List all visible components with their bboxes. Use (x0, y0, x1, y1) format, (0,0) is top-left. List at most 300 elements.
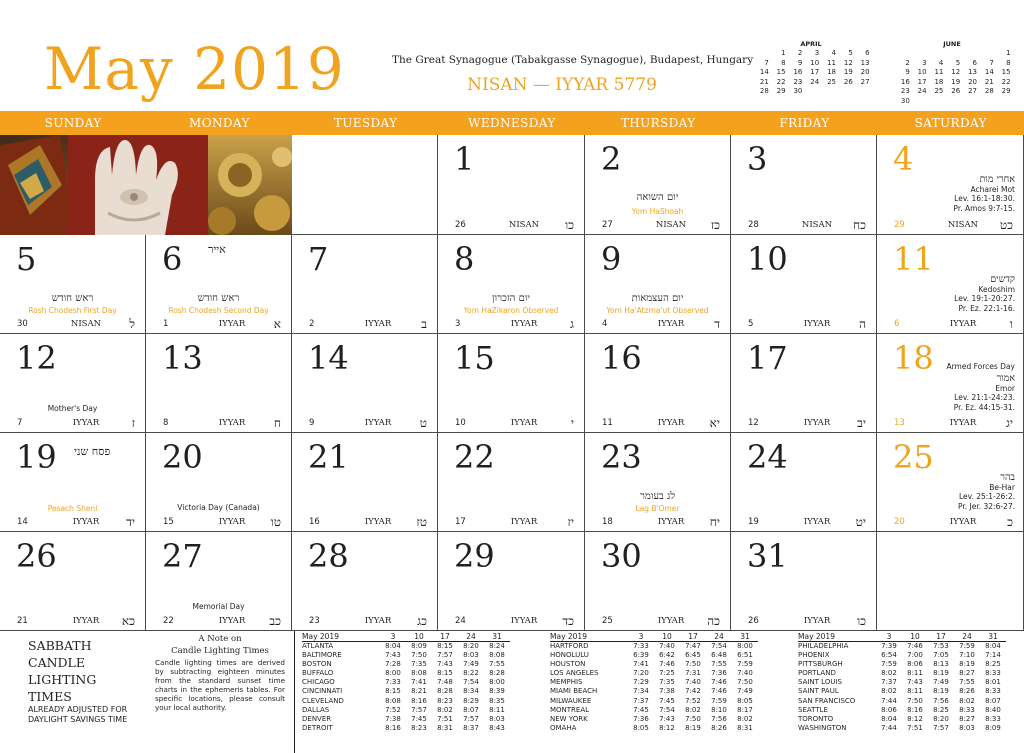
day-number: 15 (454, 339, 495, 377)
mini-calendar-day: 16 (900, 77, 910, 86)
mini-calendar-day (943, 97, 960, 107)
mini-calendar-day: 15 (776, 68, 786, 77)
mini-calendar-day (893, 49, 910, 59)
mini-calendar-day: 23 (793, 77, 803, 86)
hebrew-date (146, 417, 291, 429)
mini-calendar-day (977, 97, 994, 107)
sabbath-times-section (0, 631, 1024, 753)
torah-portion-line: Pr. Ez. 22:1-16. (958, 303, 1015, 313)
mini-calendar-day (853, 87, 870, 97)
candle-time: 8:05 (633, 723, 649, 732)
hebrew-day: 28 (748, 220, 759, 230)
candle-table-header-cell: 31 (492, 632, 502, 641)
hebrew-day: 2 (309, 319, 315, 329)
calendar-grid (0, 135, 1024, 631)
candle-time: 6:42 (659, 651, 675, 660)
candle-time: 8:03 (959, 723, 975, 732)
candle-table-header-cell: 17 (936, 632, 946, 641)
candle-table-header (550, 632, 758, 642)
candle-time: 7:54 (711, 642, 727, 650)
day-number: 6 (162, 240, 183, 278)
candle-time: 7:55 (489, 660, 505, 669)
mini-calendar-day: 30 (793, 87, 803, 96)
candle-time: 7:35 (411, 660, 427, 669)
holiday-label: Pesach Sheni (47, 504, 98, 513)
candle-time: 7:55 (711, 660, 727, 669)
hebrew-date (0, 516, 145, 528)
candle-time: 7:44 (881, 723, 897, 732)
candle-time: 7:37 (881, 678, 897, 687)
candle-time: 8:09 (985, 723, 1001, 732)
day-number: 13 (162, 339, 203, 377)
candle-time: 7:43 (437, 660, 453, 669)
candle-time: 7:50 (737, 678, 753, 687)
hebrew-date (585, 417, 730, 429)
day-number: 27 (162, 537, 203, 575)
mini-calendar-day: 26 (951, 87, 961, 96)
hebrew-day-letter: ד (714, 317, 720, 331)
candle-time: 7:50 (907, 696, 923, 705)
day-number: 29 (454, 537, 495, 575)
candle-time: 8:40 (985, 705, 1001, 714)
candle-time: 8:04 (985, 642, 1001, 650)
mini-calendar-day: 23 (900, 87, 910, 96)
candle-time: 7:34 (633, 687, 649, 696)
city-name: MIAMI BEACH (550, 687, 598, 696)
mini-calendar-day: 4 (938, 58, 944, 67)
hebrew-date (585, 615, 730, 627)
hebrew-date (731, 318, 876, 330)
city-name: HONOLULU (550, 651, 589, 660)
candle-table-header-cell: May 2019 (550, 632, 587, 641)
calendar-cell (0, 532, 146, 631)
candle-time: 8:02 (881, 669, 897, 678)
candle-time: 7:49 (463, 660, 479, 669)
candle-time: 8:03 (489, 714, 505, 723)
torah-portion-hebrew: אחרי מות (979, 174, 1015, 185)
hebrew-day: 16 (309, 517, 320, 527)
mini-calendar-day: 8 (781, 58, 786, 67)
mini-calendar-day: 16 (793, 68, 803, 77)
mini-calendar-april (752, 40, 870, 97)
calendar-cell (731, 135, 877, 235)
calendar-cell (731, 334, 877, 433)
mini-calendar-day: 8 (1006, 58, 1011, 67)
candle-time: 6:54 (881, 651, 897, 660)
candle-time: 7:31 (685, 669, 701, 678)
candle-time: 7:54 (659, 705, 675, 714)
hebrew-day: 10 (455, 418, 466, 428)
candle-time: 8:28 (437, 687, 453, 696)
torah-portion-line: Be-Har (989, 482, 1015, 492)
hebrew-day-letter: ח (273, 416, 281, 430)
candle-time: 7:46 (711, 687, 727, 696)
mini-calendar-day: 5 (848, 49, 853, 57)
mini-calendar-week (893, 68, 1011, 78)
hebrew-day: 25 (602, 616, 613, 626)
candle-time: 8:01 (985, 678, 1001, 687)
sabbath-title: SABBATH CANDLE LIGHTING TIMES (28, 638, 97, 704)
candle-time: 8:33 (959, 705, 975, 714)
candle-time: 8:09 (411, 642, 427, 650)
candle-table-row (798, 651, 1006, 660)
calendar-cell (438, 135, 585, 235)
mini-calendar-day (802, 87, 819, 97)
candle-table-row (302, 642, 510, 651)
mini-calendar-day (994, 97, 1011, 107)
city-name: PHILADELPHIA (798, 642, 849, 650)
candle-time: 7:43 (385, 651, 401, 660)
candle-time: 7:38 (659, 687, 675, 696)
candle-time: 8:06 (907, 660, 923, 669)
candle-note (155, 633, 285, 712)
hebrew-month: IYYAR (657, 616, 685, 626)
mini-calendar-title: APRIL (800, 40, 822, 48)
mini-calendar-day: 27 (860, 77, 870, 86)
candle-time: 7:40 (685, 678, 701, 687)
candle-time: 8:12 (659, 723, 675, 732)
candle-time: 8:08 (385, 696, 401, 705)
candle-time: 7:40 (659, 642, 675, 650)
hebrew-day: 26 (455, 220, 466, 230)
candle-table-header-cell: 10 (662, 632, 672, 641)
hebrew-month: IYYAR (949, 319, 977, 329)
day-number: 11 (893, 240, 934, 278)
candle-table-2 (550, 632, 758, 733)
weekday-friday: FRIDAY (779, 116, 830, 130)
candle-time: 8:33 (985, 669, 1001, 678)
candle-table-row (302, 660, 510, 669)
candle-time: 8:16 (385, 723, 401, 732)
hebrew-date (438, 417, 584, 429)
mini-calendar-day: 22 (1001, 77, 1011, 86)
candle-table-row (798, 669, 1006, 678)
candle-time: 8:05 (737, 696, 753, 705)
hebrew-day-letter: ב (421, 317, 427, 331)
candle-table-row (798, 678, 1006, 687)
hebrew-date (585, 516, 730, 528)
torah-portion-line: Lev. 16:1-18:30. (954, 194, 1015, 203)
hebrew-month: IYYAR (803, 319, 831, 329)
mini-calendar-day (752, 49, 769, 59)
hebrew-date (585, 318, 730, 330)
candle-table-header (302, 632, 510, 642)
hebrew-day: 6 (894, 319, 900, 329)
candle-time: 7:39 (881, 642, 897, 650)
candle-time: 8:11 (489, 705, 505, 714)
mini-calendar-june (893, 40, 1011, 107)
mini-calendar-day: 25 (827, 77, 836, 86)
candle-time: 7:00 (907, 651, 923, 660)
weekday-saturday: SATURDAY (914, 116, 987, 130)
torah-portion-line: Kedoshim (978, 284, 1015, 294)
candle-table-row (302, 678, 510, 687)
city-name: HOUSTON (550, 660, 586, 669)
mini-calendar-day: 6 (972, 58, 977, 67)
mini-calendar-day: 28 (759, 87, 769, 96)
hebrew-date (292, 516, 437, 528)
hebrew-day-letter: י (570, 416, 574, 430)
torah-portion-line: Pr. Jer. 32:6-27. (957, 501, 1015, 511)
candle-time: 7:05 (933, 651, 949, 660)
hebrew-day-letter: כה (707, 614, 720, 628)
day-number: 12 (16, 339, 57, 377)
candle-time: 7:59 (881, 660, 897, 669)
mini-calendar-day: 13 (860, 58, 870, 67)
holiday-hebrew: יום העצמאות (631, 293, 684, 304)
candle-time: 7:45 (633, 705, 649, 714)
hebrew-day-letter: כו (565, 218, 574, 232)
day-number: 22 (454, 438, 495, 476)
candle-time: 8:02 (685, 705, 701, 714)
hebrew-month: IYYAR (72, 616, 100, 626)
candle-table-header-cell: May 2019 (798, 632, 835, 641)
hebrew-month: IYYAR (218, 319, 246, 329)
mini-calendar-day: 1 (1006, 49, 1011, 57)
hebrew-day: 30 (17, 319, 28, 329)
hebrew-day: 3 (455, 319, 461, 329)
city-name: PITTSBURGH (798, 660, 843, 669)
hebrew-month: IYYAR (364, 616, 392, 626)
torah-portion-line: Lev. 21:1-24:23. (954, 393, 1015, 402)
mini-calendar-day: 27 (968, 87, 977, 96)
candle-time: 8:31 (437, 723, 453, 732)
candle-time: 8:12 (907, 714, 923, 723)
candle-time: 8:26 (711, 723, 727, 732)
hebrew-top-label: פסח שני (74, 445, 111, 458)
mini-calendar-day: 26 (843, 77, 853, 86)
torah-portion-line: Pr. Ez. 44:15-31. (953, 402, 1015, 412)
hebrew-date (146, 615, 291, 627)
hebrew-month: NISAN (508, 220, 540, 230)
hebrew-date (292, 318, 437, 330)
weekday-wednesday: WEDNESDAY (468, 116, 556, 130)
candle-time: 7:36 (633, 714, 649, 723)
candle-time: 7:54 (463, 678, 479, 687)
torah-portion-line: Lev. 19:1-20:27. (954, 294, 1015, 303)
day-number: 3 (747, 140, 768, 178)
candle-time: 7:52 (685, 696, 701, 705)
mini-calendar-day: 14 (759, 68, 769, 77)
candle-time: 8:02 (737, 714, 753, 723)
city-name: SAINT LOUIS (798, 678, 842, 687)
city-name: DETROIT (302, 723, 333, 732)
calendar-cell (292, 532, 438, 631)
hebrew-day-letter: כ (1007, 515, 1013, 529)
note-title-line: Candle Lighting Times (171, 646, 269, 656)
candle-time: 7:40 (737, 669, 753, 678)
city-name: BUFFALO (302, 669, 334, 678)
hebrew-month: IYYAR (510, 616, 538, 626)
candle-table-row (798, 660, 1006, 669)
mini-calendar-day: 6 (865, 49, 870, 57)
hebrew-top-label: אייר (208, 243, 226, 256)
calendar-cell (585, 334, 731, 433)
candle-time: 8:00 (737, 642, 753, 650)
candle-table-row (550, 724, 758, 733)
candle-time: 6:51 (737, 651, 753, 660)
calendar-cell (438, 334, 585, 433)
hebrew-month: IYYAR (803, 517, 831, 527)
mini-calendar-day: 28 (984, 87, 994, 96)
candle-table-row (798, 642, 1006, 651)
candle-table-header-cell: 24 (962, 632, 972, 641)
candle-time: 7:36 (711, 669, 727, 678)
calendar-cell-empty (877, 532, 1024, 631)
city-name: MILWAUKEE (550, 696, 592, 705)
candle-table-header-cell: 24 (714, 632, 724, 641)
hebrew-month: NISAN (655, 220, 687, 230)
candle-time: 8:22 (463, 669, 479, 678)
candle-table-row (550, 651, 758, 660)
candle-time: 7:57 (411, 705, 427, 714)
candle-time: 8:19 (933, 669, 949, 678)
day-number: 17 (747, 339, 788, 377)
candle-time: 8:31 (737, 723, 753, 732)
candle-time: 7:29 (633, 678, 649, 687)
mini-calendar-day: 10 (810, 58, 820, 67)
candle-table-row (302, 706, 510, 715)
hebrew-day-letter: כז (710, 218, 720, 232)
calendar-cell (292, 235, 438, 334)
calendar-cell (877, 334, 1024, 433)
hebrew-day: 26 (748, 616, 759, 626)
candle-time: 7:50 (411, 651, 427, 660)
candle-time: 8:15 (385, 687, 401, 696)
candle-time: 8:04 (881, 714, 897, 723)
mini-calendar-day (927, 97, 944, 107)
mini-calendar-day: 18 (934, 77, 944, 86)
candle-table-row (302, 697, 510, 706)
candle-time: 8:21 (411, 687, 427, 696)
day-number: 19 (16, 438, 57, 476)
hebrew-day: 29 (894, 220, 905, 230)
hebrew-day-letter: טו (270, 515, 281, 529)
calendar-cell (877, 235, 1024, 334)
hebrew-month: IYYAR (657, 418, 685, 428)
city-name: MEMPHIS (550, 678, 583, 687)
hebrew-day: 19 (748, 517, 759, 527)
mini-calendar-day: 12 (843, 58, 853, 67)
candle-time: 8:17 (737, 705, 753, 714)
day-number: 5 (16, 240, 37, 278)
city-name: HARTFORD (550, 642, 589, 650)
day-number: 4 (893, 140, 914, 178)
photo-caption: The Great Synagogue (Tabakgasse Synagogue), Budapest, Hungary (392, 54, 754, 66)
hebrew-date (0, 318, 145, 330)
weekday-sunday: SUNDAY (44, 116, 102, 130)
note-body: Candle lighting times are derived by subtracting eighteen minutes from the standard sunset time charts in the ephemeris tables. For specific locations, please consult your local authority. (155, 658, 285, 712)
torah-portion-hebrew: קדשים (990, 274, 1015, 285)
candle-time: 7:57 (933, 723, 949, 732)
candle-time: 8:15 (437, 642, 453, 650)
hebrew-month: IYYAR (72, 517, 100, 527)
hebrew-date (877, 318, 1023, 330)
hebrew-day-letter: כב (269, 614, 281, 628)
city-name: PHOENIX (798, 651, 830, 660)
mini-calendar-day: 21 (984, 77, 994, 86)
calendar-cell (438, 532, 585, 631)
holiday-label: Yom Ha'Atzma'ut Observed (606, 306, 709, 315)
mini-calendar-day: 13 (968, 68, 977, 77)
candle-time: 7:41 (411, 678, 427, 687)
candle-time: 8:00 (489, 678, 505, 687)
hebrew-date (438, 219, 584, 231)
hebrew-date (0, 417, 145, 429)
mini-calendar-week (752, 49, 870, 59)
holiday-label: Lag B'Omer (635, 504, 680, 513)
day-number: 18 (893, 339, 934, 377)
holiday-label: Rosh Chodesh First Day (28, 306, 117, 315)
mini-calendar-day: 24 (810, 77, 820, 86)
candle-time: 8:13 (933, 660, 949, 669)
candle-time: 8:06 (881, 705, 897, 714)
page-title: May 2019 (44, 35, 345, 103)
candle-time: 7:46 (659, 660, 675, 669)
candle-table-row (302, 724, 510, 733)
candle-time: 7:57 (463, 714, 479, 723)
candle-time: 8:27 (959, 669, 975, 678)
hebrew-day: 5 (748, 319, 754, 329)
mini-calendar-week (893, 97, 1011, 107)
candle-time: 8:02 (959, 696, 975, 705)
hebrew-date (0, 615, 145, 627)
hebrew-day: 9 (309, 418, 315, 428)
hamsa-photo-image (0, 135, 292, 235)
mini-calendar-day (836, 87, 853, 97)
hebrew-day: 21 (17, 616, 28, 626)
candle-table-header (798, 632, 1006, 642)
mini-calendar-day: 3 (922, 58, 927, 67)
candle-time: 8:39 (489, 687, 505, 696)
candle-time: 7:46 (711, 678, 727, 687)
mini-calendar-week (752, 59, 870, 69)
city-name: SEATTLE (798, 705, 828, 714)
hebrew-month: IYYAR (510, 418, 538, 428)
city-name: TORONTO (798, 714, 834, 723)
day-number: 23 (601, 438, 642, 476)
hebrew-month: IYYAR (510, 517, 538, 527)
city-name: SAN FRANCISCO (798, 696, 856, 705)
city-name: OMAHA (550, 723, 577, 732)
dst-note: ALREADY ADJUSTED FOR DAYLIGHT SAVINGS TIME (28, 705, 128, 724)
calendar-cell (877, 433, 1024, 532)
candle-time: 7:59 (737, 660, 753, 669)
candle-time: 7:41 (633, 660, 649, 669)
candle-time: 8:35 (489, 696, 505, 705)
hebrew-day: 23 (309, 616, 320, 626)
hebrew-month: IYYAR (218, 517, 246, 527)
mini-calendar-day (927, 49, 944, 59)
candle-table-row (550, 642, 758, 651)
calendar-cell (146, 334, 292, 433)
note-title-line: A Note on (198, 634, 242, 644)
hebrew-date (731, 615, 876, 627)
candle-time: 7:38 (385, 714, 401, 723)
candle-time: 8:20 (463, 642, 479, 650)
candle-time: 7:45 (659, 696, 675, 705)
mini-calendar-day (960, 97, 977, 107)
mini-calendar-day (960, 49, 977, 59)
mini-calendar-day: 2 (797, 49, 803, 57)
hebrew-date (877, 417, 1023, 429)
day-number: 8 (454, 240, 475, 278)
weekday-tuesday: TUESDAY (333, 116, 398, 130)
mini-calendar-day (910, 97, 927, 107)
candle-time: 8:26 (959, 687, 975, 696)
mini-calendar-week (893, 49, 1011, 59)
candle-table-header-cell: 3 (638, 632, 644, 641)
